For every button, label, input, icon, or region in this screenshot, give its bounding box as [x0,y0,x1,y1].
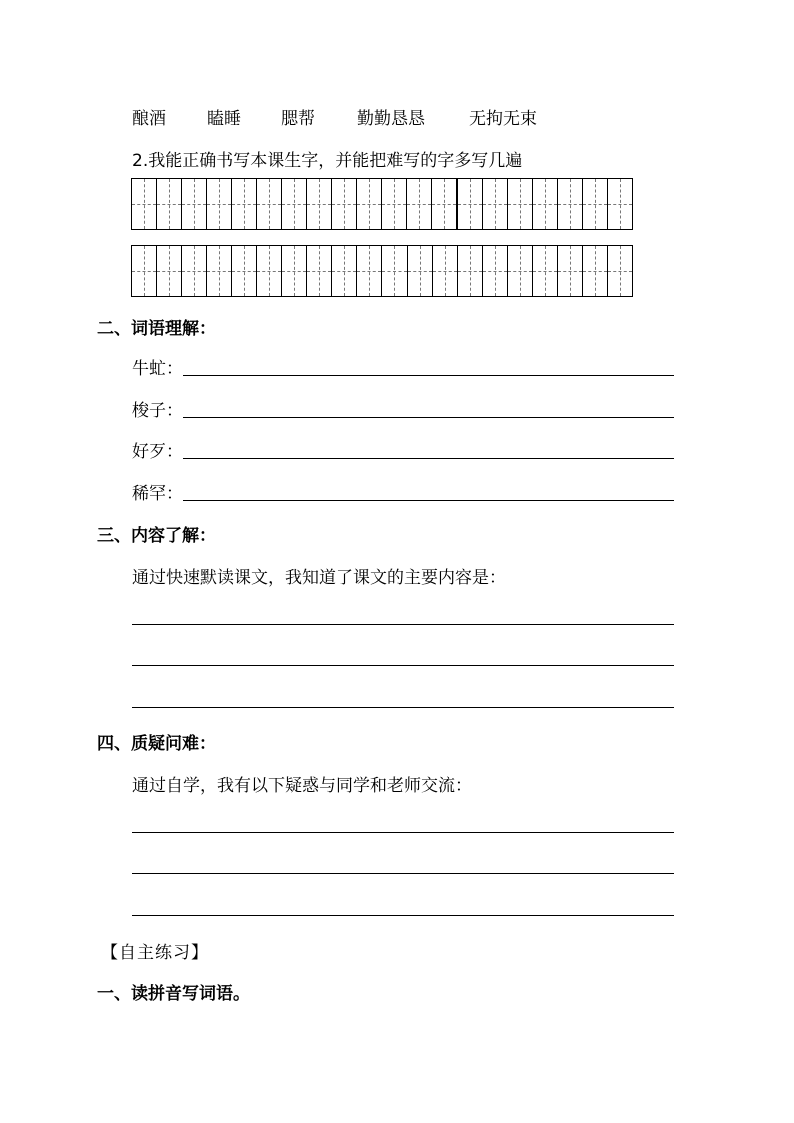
term-label: 牛虻： [132,359,183,379]
grid-cell[interactable] [332,246,357,296]
grid-cell[interactable] [407,179,432,229]
answer-line[interactable] [132,707,674,708]
grid-cell[interactable] [232,179,257,229]
term-row [132,354,674,379]
vocab-word: 无拘无束 [469,109,537,129]
section-heading-vocab: 二、词语理解： [97,319,216,339]
grid-cell[interactable] [483,246,508,296]
grid-cell[interactable] [157,179,182,229]
grid-cell[interactable] [282,179,307,229]
grid-cell[interactable] [357,179,382,229]
grid-cell[interactable] [583,246,608,296]
instruction-2: 2.我能正确书写本课生字，并能把难写的字多写几遍 [132,151,523,171]
practice-title: 【自主练习】 [101,943,209,963]
grid-cell[interactable] [182,179,207,229]
grid-cell[interactable] [508,179,533,229]
answer-blank[interactable] [183,416,674,418]
grid-cell[interactable] [458,179,483,229]
grid-cell[interactable] [382,179,407,229]
grid-cell[interactable] [132,246,157,296]
grid-cell[interactable] [558,246,583,296]
section-heading-pinyin: 一、读拼音写词语。 [97,984,250,1004]
term-label: 稀罕： [132,484,183,504]
grid-cell[interactable] [207,179,232,229]
answer-line[interactable] [132,665,674,666]
section-prompt-content: 通过快速默读课文，我知道了课文的主要内容是： [132,568,506,588]
term-label: 梭子： [132,401,183,421]
answer-blank[interactable] [183,457,674,459]
writing-grid-1[interactable] [131,178,633,230]
section-prompt-questions: 通过自学，我有以下疑惑与同学和老师交流： [132,776,472,796]
answer-line[interactable] [132,873,674,874]
grid-cell[interactable] [307,179,332,229]
grid-cell[interactable] [433,246,458,296]
writing-grid-2[interactable] [131,245,633,297]
grid-cell[interactable] [182,246,207,296]
answer-line[interactable] [132,624,674,625]
grid-cell[interactable] [608,179,632,229]
answer-blank[interactable] [183,374,674,376]
grid-cell[interactable] [257,179,282,229]
term-row [132,479,674,504]
grid-cell[interactable] [207,246,232,296]
grid-cell[interactable] [282,246,307,296]
vocab-row [132,104,537,129]
grid-cell[interactable] [558,179,583,229]
answer-line[interactable] [132,832,674,833]
vocab-word: 瞌睡 [207,109,241,129]
term-label: 好歹： [132,442,183,462]
answer-blank[interactable] [183,499,674,501]
grid-cell[interactable] [232,246,257,296]
term-row [132,437,674,462]
grid-cell[interactable] [583,179,608,229]
grid-cell[interactable] [307,246,332,296]
grid-cell[interactable] [508,246,533,296]
grid-cell[interactable] [608,246,632,296]
grid-cell[interactable] [432,179,458,229]
grid-cell[interactable] [157,246,182,296]
grid-cell[interactable] [408,246,433,296]
grid-cell[interactable] [483,179,508,229]
grid-cell[interactable] [533,179,558,229]
vocab-word: 腮帮 [281,109,315,129]
grid-cell[interactable] [533,246,558,296]
vocab-word: 勤勤恳恳 [357,109,425,129]
grid-cell[interactable] [357,246,382,296]
section-heading-content: 三、内容了解： [97,526,216,546]
grid-cell[interactable] [132,179,157,229]
vocab-word: 酿酒 [132,109,166,129]
grid-cell[interactable] [382,246,407,296]
answer-line[interactable] [132,915,674,916]
section-heading-questions: 四、质疑问难： [97,734,216,754]
grid-cell[interactable] [332,179,357,229]
grid-cell[interactable] [257,246,282,296]
grid-cell[interactable] [458,246,483,296]
term-row [132,396,674,421]
